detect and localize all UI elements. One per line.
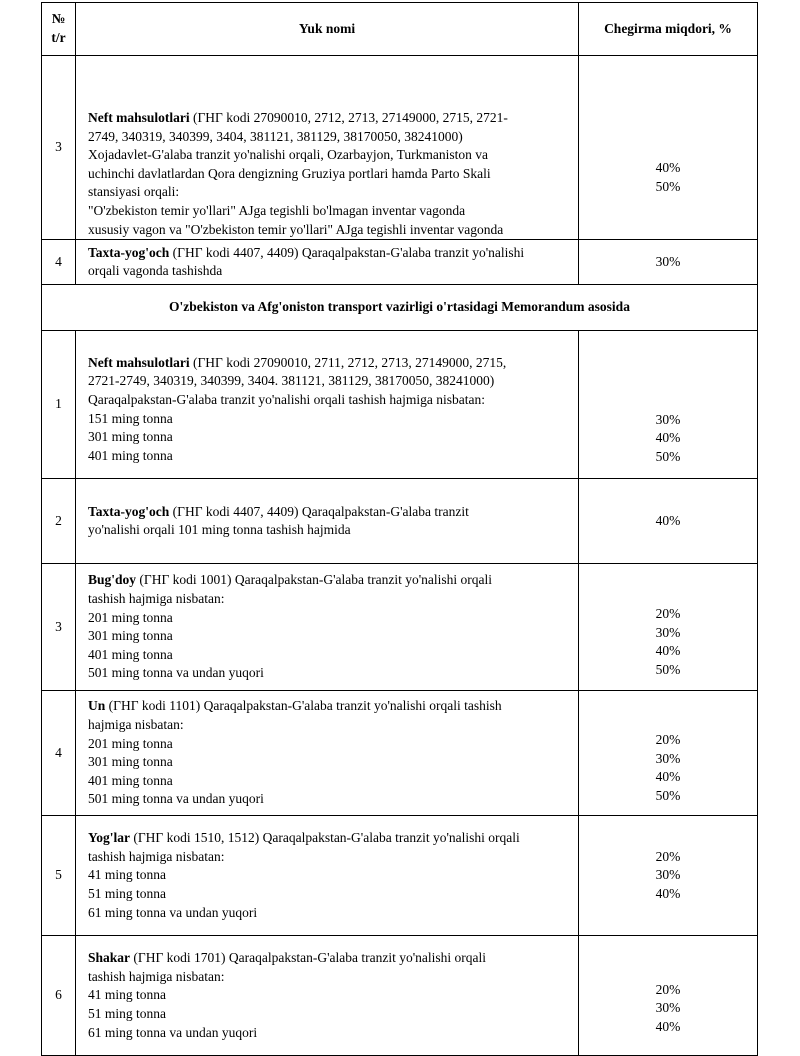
- discount-percent: 20%: [655, 981, 681, 997]
- cargo-line: [88, 183, 570, 202]
- cargo-line: [88, 949, 570, 968]
- discount-percent: 40%: [655, 1018, 681, 1034]
- cargo-description: [76, 691, 579, 816]
- discount-percent: 40%: [655, 769, 681, 785]
- cargo-line: [88, 772, 570, 791]
- discount-list: [656, 253, 681, 272]
- cargo-text: 61 ming tonna va undan yuqori: [88, 904, 258, 920]
- cargo-line: [88, 590, 570, 609]
- discount-list: [656, 512, 681, 531]
- cargo-text: 501 ming tonna va undan yuqori: [88, 791, 264, 807]
- cargo-text: xususiy vagon va "O'zbekiston temir yo'llari" AJga tegishli inventar vagonda: [88, 221, 504, 237]
- cargo-name: Neft mahsulotlari: [88, 110, 190, 125]
- discount-percent: 40%: [655, 159, 681, 175]
- cargo-description: [76, 56, 579, 240]
- row-number: 3: [42, 564, 76, 691]
- cargo-text: 401 ming tonna: [88, 447, 173, 463]
- header-number-abbr: t/r: [51, 30, 66, 45]
- discount-percent: 40%: [655, 430, 681, 446]
- cargo-line: [88, 885, 570, 904]
- discount-percent: 50%: [655, 661, 681, 677]
- cargo-name: Bug'doy: [88, 572, 137, 588]
- row-number: 1: [42, 331, 76, 479]
- discount-percent: 30%: [655, 624, 681, 640]
- cargo-text: 201 ming tonna: [88, 609, 173, 625]
- cargo-description: [76, 816, 579, 936]
- cargo-line: [88, 410, 570, 429]
- cargo-text: (ГНГ kodi 1101) Qaraqalpakstan-G'alaba tranzit yo'nalishi orqali tashish: [105, 698, 502, 714]
- cargo-line: [88, 244, 570, 263]
- discount-percent: 40%: [655, 512, 681, 528]
- discount-percent: 30%: [655, 867, 681, 883]
- discount-list: [656, 731, 681, 805]
- cargo-text: 301 ming tonna: [88, 628, 173, 644]
- cargo-line: [88, 391, 570, 410]
- cargo-line: [88, 627, 570, 646]
- cargo-line: [88, 986, 570, 1005]
- discount-values: [579, 564, 758, 691]
- cargo-line: [88, 716, 570, 735]
- discount-percent: 20%: [655, 605, 681, 621]
- row-number: 3: [42, 56, 76, 240]
- cargo-text: 201 ming tonna: [88, 735, 173, 751]
- cargo-line: [88, 790, 570, 809]
- cargo-line: [88, 428, 570, 447]
- cargo-text: stansiyasi orqali:: [88, 184, 180, 200]
- cargo-line: [88, 829, 570, 848]
- table-row: [42, 479, 758, 564]
- row-number: 2: [42, 479, 76, 564]
- cargo-text: 51 ming tonna: [88, 1005, 166, 1021]
- cargo-text: uchinchi davlatlardan Qora dengizning Gruziya portlari hamda Parto Skali: [88, 165, 491, 181]
- cargo-line: [88, 109, 570, 128]
- cargo-line: [88, 503, 570, 522]
- cargo-line: [88, 753, 570, 772]
- table-row: [42, 56, 758, 240]
- table-row: [42, 816, 758, 936]
- table-row: [42, 240, 758, 285]
- section-title: O'zbekiston va Afg'oniston transport vazirligi o'rtasidagi Memorandum asosida: [42, 285, 758, 331]
- table-header-row: [42, 3, 758, 56]
- cargo-name: Neft mahsulotlari: [88, 354, 190, 370]
- discount-values: [579, 331, 758, 479]
- discount-percent: 40%: [655, 885, 681, 901]
- discount-percent: 50%: [655, 178, 681, 194]
- cargo-name: Un: [88, 698, 106, 714]
- discount-percent: 30%: [655, 1000, 681, 1016]
- discount-values: [579, 479, 758, 564]
- cargo-text: 41 ming tonna: [88, 987, 166, 1003]
- table-row: [42, 331, 758, 479]
- cargo-text: orqali vagonda tashishda: [88, 263, 223, 279]
- discount-list: [656, 605, 681, 679]
- cargo-name: Shakar: [88, 950, 131, 966]
- cargo-text: yo'nalishi orqali 101 ming tonna tashish hajmida: [88, 522, 351, 538]
- row-number: 4: [42, 240, 76, 285]
- discount-list: [656, 981, 681, 1037]
- cargo-line: [88, 735, 570, 754]
- cargo-line: [88, 1005, 570, 1024]
- cargo-line: [88, 697, 570, 716]
- cargo-line: [88, 146, 570, 165]
- discount-list: [656, 159, 681, 196]
- cargo-description: [76, 564, 579, 691]
- cargo-text: "O'zbekiston temir yo'llari" AJga tegishli bo'lmagan inventar vagonda: [88, 202, 466, 218]
- cargo-text: (ГНГ kodi 4407, 4409) Qaraqalpakstan-G'alaba tranzit: [169, 503, 469, 519]
- cargo-description: [76, 936, 579, 1056]
- header-cargo-name: Yuk nomi: [76, 3, 579, 56]
- cargo-text: tashish hajmiga nisbatan:: [88, 968, 225, 984]
- discount-values: [579, 691, 758, 816]
- cargo-description: [76, 479, 579, 564]
- cargo-line: [88, 354, 570, 373]
- cargo-line: [88, 372, 570, 391]
- discount-percent: 20%: [655, 731, 681, 747]
- cargo-text: 151 ming tonna: [88, 410, 173, 426]
- table-row: [42, 936, 758, 1056]
- cargo-text: 51 ming tonna: [88, 885, 166, 901]
- discount-values: [579, 816, 758, 936]
- cargo-name: Taxta-yog'och: [88, 503, 170, 519]
- cargo-line: [88, 128, 570, 147]
- cargo-text: tashish hajmiga nisbatan:: [88, 848, 225, 864]
- cargo-text: 41 ming tonna: [88, 867, 166, 883]
- cargo-line: [88, 571, 570, 590]
- row-number: 5: [42, 816, 76, 936]
- cargo-line: [88, 968, 570, 987]
- cargo-name: Yog'lar: [88, 830, 130, 846]
- cargo-text: tashish hajmiga nisbatan:: [88, 590, 225, 606]
- table-row: [42, 564, 758, 691]
- discount-list: [656, 411, 681, 467]
- cargo-name: Taxta-yog'och: [88, 244, 170, 260]
- discount-percent: 30%: [655, 411, 681, 427]
- row-number: 4: [42, 691, 76, 816]
- cargo-text: 2721-2749, 340319, 340399, 3404. 381121, 381129, 38170050, 38241000): [88, 373, 495, 389]
- cargo-text: (ГНГ kodi 27090010, 2711, 2712, 2713, 27149000, 2715,: [189, 354, 507, 370]
- cargo-text: Xojadavlet-G'alaba tranzit yo'nalishi orqali, Ozarbayjon, Turkmaniston va: [88, 147, 489, 163]
- cargo-line: [88, 447, 570, 466]
- cargo-line: [88, 165, 570, 184]
- cargo-description: [76, 331, 579, 479]
- discount-percent: 50%: [655, 787, 681, 803]
- cargo-text: (ГНГ kodi 4407, 4409) Qaraqalpakstan-G'alaba tranzit yo'nalishi: [169, 244, 525, 260]
- cargo-text: 401 ming tonna: [88, 772, 173, 788]
- cargo-text: hajmiga nisbatan:: [88, 716, 184, 732]
- cargo-text: Qaraqalpakstan-G'alaba tranzit yo'nalishi orqali tashish hajmiga nisbatan:: [88, 392, 485, 408]
- cargo-text: (ГНГ kodi 1701) Qaraqalpakstan-G'alaba tranzit yo'nalishi orqali: [130, 950, 487, 966]
- cargo-line: [88, 202, 570, 221]
- section-header-row: [42, 285, 758, 331]
- discount-values: [579, 240, 758, 285]
- cargo-line: [88, 521, 570, 540]
- cargo-line: [88, 1024, 570, 1043]
- discount-percent: 30%: [655, 253, 681, 269]
- header-number-symbol: №: [51, 11, 66, 27]
- discount-percent: 40%: [655, 643, 681, 659]
- cargo-line: [88, 646, 570, 665]
- cargo-line: [88, 866, 570, 885]
- row-number: 6: [42, 936, 76, 1056]
- cargo-line: [88, 904, 570, 923]
- cargo-text: (ГНГ kodi 1001) Qaraqalpakstan-G'alaba tranzit yo'nalishi orqali: [136, 572, 493, 588]
- cargo-text: 61 ming tonna va undan yuqori: [88, 1024, 258, 1040]
- discount-percent: 50%: [655, 448, 681, 464]
- cargo-description: [76, 240, 579, 285]
- table-row: [42, 691, 758, 816]
- header-discount-amount: Chegirma miqdori, %: [579, 3, 758, 56]
- cargo-line: [88, 664, 570, 683]
- discount-values: [579, 936, 758, 1056]
- discount-values: [579, 56, 758, 240]
- header-number: [42, 3, 76, 56]
- cargo-text: 501 ming tonna va undan yuqori: [88, 665, 264, 681]
- tariff-discount-table: [41, 2, 758, 1056]
- cargo-text: (ГНГ kodi 1510, 1512) Qaraqalpakstan-G'alaba tranzit yo'nalishi orqali: [130, 830, 520, 846]
- cargo-text: 401 ming tonna: [88, 646, 173, 662]
- cargo-text: 301 ming tonna: [88, 429, 173, 445]
- cargo-line: [88, 221, 570, 240]
- cargo-text: (ГНГ kodi 27090010, 2712, 2713, 27149000, 2715, 2721-: [189, 110, 508, 125]
- discount-list: [656, 848, 681, 904]
- cargo-line: [88, 848, 570, 867]
- cargo-line: [88, 262, 570, 281]
- cargo-text: 301 ming tonna: [88, 754, 173, 770]
- discount-percent: 30%: [655, 750, 681, 766]
- cargo-line: [88, 609, 570, 628]
- cargo-text: 2749, 340319, 340399, 3404, 381121, 381129, 38170050, 38241000): [88, 128, 463, 144]
- discount-percent: 20%: [655, 848, 681, 864]
